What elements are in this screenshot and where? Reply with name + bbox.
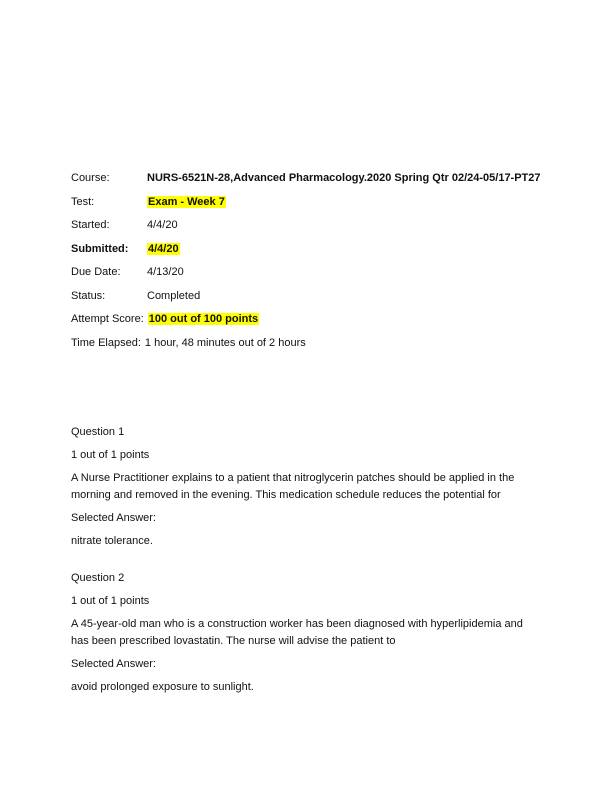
- selected-answer-label: Selected Answer:: [71, 658, 156, 670]
- question-2: [71, 570, 541, 702]
- course-value: NURS-6521N-28,Advanced Pharmacology.2020 Spring Qtr 02/24-05/17-PT27: [147, 172, 541, 184]
- time-elapsed-label: Time Elapsed:: [71, 336, 141, 349]
- exam-meta: [71, 172, 571, 360]
- due-date-label: Due Date:: [71, 266, 121, 278]
- status-value: Completed: [147, 289, 201, 302]
- started-label: Started:: [71, 219, 110, 231]
- course-row: [71, 172, 571, 196]
- attempt-score-label: Attempt Score:: [71, 313, 144, 325]
- started-row: [71, 219, 571, 243]
- question-text: A 45-year-old man who is a construction worker has been diagnosed with hyperlipidemia and has been prescribed lovastatin. The nurse will advise the patient to: [71, 618, 523, 647]
- question-title: Question 1: [71, 426, 125, 438]
- submitted-value: 4/4/20: [148, 242, 179, 255]
- selected-answer-label: Selected Answer:: [71, 512, 156, 524]
- question-text: A Nurse Practitioner explains to a patient that nitroglycerin patches should be applied in the morning and removed in the evening. This medication schedule reduces the potential for: [71, 472, 515, 501]
- question-points: 1 out of 1 points: [71, 449, 150, 461]
- question-points: 1 out of 1 points: [71, 595, 150, 607]
- started-value: 4/4/20: [147, 219, 178, 231]
- submitted-label: Submitted:: [71, 242, 129, 255]
- selected-answer: avoid prolonged exposure to sunlight.: [71, 681, 254, 693]
- test-label: Test:: [71, 195, 95, 208]
- test-value: Exam - Week 7: [148, 195, 225, 208]
- time-elapsed-row: [71, 337, 571, 361]
- question-title: Question 2: [71, 572, 125, 584]
- submitted-row: [71, 243, 571, 267]
- selected-answer: nitrate tolerance.: [71, 535, 153, 547]
- status-label: Status:: [71, 289, 106, 302]
- question-1: [71, 424, 541, 556]
- attempt-score-row: [71, 313, 571, 337]
- status-row: [71, 290, 571, 314]
- time-elapsed-value: 1 hour, 48 minutes out of 2 hours: [144, 336, 306, 349]
- due-date-row: [71, 266, 571, 290]
- due-date-value: 4/13/20: [147, 266, 184, 278]
- attempt-score-value: 100 out of 100 points: [148, 313, 259, 325]
- test-row: [71, 196, 571, 220]
- course-label: Course:: [71, 172, 110, 184]
